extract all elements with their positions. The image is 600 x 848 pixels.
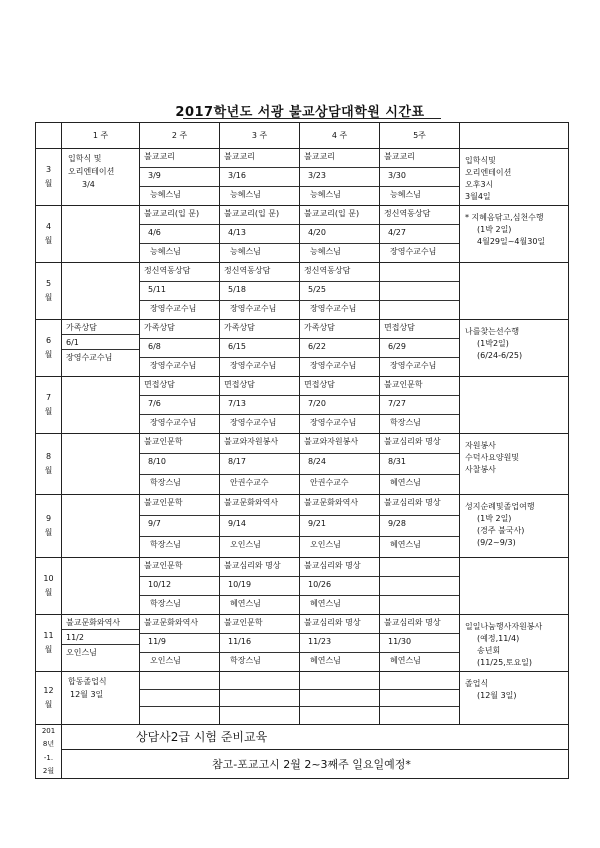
class-instructor: 장영수교수님 bbox=[310, 361, 357, 370]
class-subject: 불교심리와 명상 bbox=[300, 558, 379, 577]
class-date: 10/26 bbox=[300, 577, 379, 596]
week-2-cell bbox=[140, 615, 220, 672]
class-subject: 불교심리와 명상 bbox=[380, 434, 459, 454]
month-label-text: 월 bbox=[44, 528, 53, 537]
event-note: 송년회 bbox=[477, 646, 501, 655]
class-subject: 불교교리 bbox=[300, 149, 379, 168]
week-3-cell bbox=[220, 320, 300, 377]
week-1-entry: 12월 3일 bbox=[70, 689, 104, 699]
month-label-text: 월 bbox=[44, 179, 53, 188]
class-subject: 정신역동상담 bbox=[220, 263, 299, 282]
week-5-cell bbox=[380, 206, 460, 263]
event-note: 일일나눔행사자원봉사 bbox=[465, 622, 543, 631]
class-subject: 불교인문학 bbox=[140, 495, 219, 516]
class-date: 3/23 bbox=[300, 168, 379, 187]
class-instructor: 학장스님 bbox=[150, 477, 181, 487]
month-row bbox=[36, 320, 569, 377]
month-row bbox=[36, 263, 569, 320]
month-label bbox=[36, 495, 62, 558]
week-2-cell bbox=[140, 149, 220, 206]
footer-content bbox=[62, 725, 569, 779]
class-date: 11/16 bbox=[220, 634, 299, 653]
class-instructor: 안권수교수 bbox=[310, 477, 349, 487]
month-label bbox=[36, 149, 62, 206]
class-date: 10/12 bbox=[140, 577, 219, 596]
week-3-cell bbox=[220, 263, 300, 320]
month-label bbox=[36, 206, 62, 263]
week-2-cell bbox=[140, 495, 220, 558]
class-date: 11/30 bbox=[380, 634, 459, 653]
class-date: 3/9 bbox=[140, 168, 219, 187]
class-date bbox=[380, 690, 459, 708]
class-date: 5/18 bbox=[220, 282, 299, 301]
class-date: 8/10 bbox=[140, 454, 219, 474]
month-label bbox=[36, 615, 62, 672]
month-label-text: 4 bbox=[45, 222, 52, 232]
week-3-cell bbox=[220, 672, 300, 725]
class-instructor bbox=[300, 707, 379, 724]
class-instructor: 오인스님 bbox=[230, 540, 261, 549]
event-notes-cell bbox=[460, 377, 569, 434]
class-date: 8/17 bbox=[220, 454, 299, 474]
event-note: (1박2일) bbox=[477, 339, 509, 348]
week-1-entry: 합동졸업식 bbox=[68, 677, 107, 686]
footer-label-text: 2월 bbox=[42, 766, 55, 775]
week-5-cell bbox=[380, 263, 460, 320]
class-date: 3/16 bbox=[220, 168, 299, 187]
month-label-text: 9 bbox=[45, 514, 52, 524]
month-label-text: 월 bbox=[44, 293, 53, 302]
class-subject: 불교문화와역사 bbox=[220, 495, 299, 516]
class-instructor: 장영수교수님 bbox=[230, 361, 277, 370]
week-2-cell bbox=[140, 672, 220, 725]
class-subject: 불교교리 bbox=[380, 149, 459, 168]
class-subject bbox=[300, 672, 379, 690]
header-row bbox=[36, 123, 569, 149]
class-date: 7/13 bbox=[220, 396, 299, 415]
event-notes-cell bbox=[460, 558, 569, 615]
class-instructor bbox=[380, 301, 459, 319]
month-label-text: 10 bbox=[43, 574, 54, 584]
class-instructor: 혜연스님 bbox=[230, 599, 261, 608]
week-5-cell bbox=[380, 320, 460, 377]
month-label bbox=[36, 434, 62, 495]
week-5-cell bbox=[380, 149, 460, 206]
class-date: 7/20 bbox=[300, 396, 379, 415]
class-instructor: 능혜스님 bbox=[310, 190, 341, 199]
week-2-cell bbox=[140, 434, 220, 495]
class-instructor: 학장스님 bbox=[150, 540, 181, 549]
class-date bbox=[300, 690, 379, 708]
week-4-cell bbox=[300, 495, 380, 558]
event-note: (9/2~9/3) bbox=[477, 538, 516, 547]
class-instructor bbox=[140, 707, 219, 724]
footer-label-text: 8년 bbox=[42, 740, 55, 749]
month-row bbox=[36, 206, 569, 263]
class-instructor: 안권수교수 bbox=[230, 477, 269, 487]
week-1-cell bbox=[62, 615, 140, 672]
week-4-cell bbox=[300, 615, 380, 672]
week-4-cell bbox=[300, 672, 380, 725]
class-instructor: 능혜스님 bbox=[230, 247, 261, 256]
month-label-text: 월 bbox=[44, 350, 53, 359]
month-label-text: 7 bbox=[45, 393, 52, 403]
week-5-cell bbox=[380, 377, 460, 434]
week-4-cell bbox=[300, 149, 380, 206]
class-subject bbox=[380, 672, 459, 690]
month-label-text: 월 bbox=[44, 700, 53, 709]
class-date bbox=[140, 690, 219, 708]
week-3-cell bbox=[220, 206, 300, 263]
week-3-cell bbox=[220, 149, 300, 206]
class-date: 4/27 bbox=[380, 225, 459, 244]
class-subject: 불교심리와 명상 bbox=[220, 558, 299, 577]
week-1-entry: 6/1 bbox=[62, 335, 139, 350]
week-4-cell bbox=[300, 206, 380, 263]
footer-row bbox=[36, 725, 569, 779]
class-date: 4/6 bbox=[140, 225, 219, 244]
class-date: 11/23 bbox=[300, 634, 379, 653]
class-subject: 불교문화와역사 bbox=[140, 615, 219, 634]
week-1-entry: 3/4 bbox=[82, 179, 95, 189]
class-instructor: 장영수교수님 bbox=[230, 418, 277, 427]
class-subject: 불교교리(입 문) bbox=[300, 206, 379, 225]
class-instructor: 학장스님 bbox=[390, 418, 421, 427]
week-header: 4 주 bbox=[300, 123, 380, 149]
class-subject: 불교와자원봉사 bbox=[300, 434, 379, 454]
week-4-cell bbox=[300, 263, 380, 320]
class-subject: 불교교리 bbox=[220, 149, 299, 168]
class-date: 7/6 bbox=[140, 396, 219, 415]
class-subject: 면접상담 bbox=[140, 377, 219, 396]
event-note: 수덕사요양원및 bbox=[465, 453, 520, 462]
week-1-cell bbox=[62, 320, 140, 377]
event-notes-cell bbox=[460, 615, 569, 672]
event-note: 입학식및 bbox=[465, 156, 496, 165]
month-label-text: 5 bbox=[45, 279, 52, 289]
class-date: 4/20 bbox=[300, 225, 379, 244]
event-note: 3월4일 bbox=[465, 192, 491, 201]
event-notes-cell bbox=[460, 320, 569, 377]
week-header: 3 주 bbox=[220, 123, 300, 149]
month-row bbox=[36, 377, 569, 434]
footer-label bbox=[36, 725, 62, 779]
class-instructor: 장영수교수님 bbox=[390, 361, 437, 370]
class-instructor: 오인스님 bbox=[310, 540, 341, 549]
week-4-cell bbox=[300, 377, 380, 434]
class-subject: 면접상담 bbox=[220, 377, 299, 396]
class-subject bbox=[140, 672, 219, 690]
class-instructor: 장영수교수님 bbox=[150, 361, 197, 370]
week-1-cell bbox=[62, 558, 140, 615]
event-notes-cell bbox=[460, 206, 569, 263]
week-1-cell bbox=[62, 206, 140, 263]
class-subject: 불교교리(입 문) bbox=[220, 206, 299, 225]
header-corner bbox=[36, 123, 62, 149]
week-5-cell bbox=[380, 434, 460, 495]
week-1-entry: 오인스님 bbox=[66, 648, 97, 658]
week-1-cell bbox=[62, 495, 140, 558]
month-label-text: 8 bbox=[45, 452, 52, 462]
class-subject bbox=[220, 672, 299, 690]
month-row bbox=[36, 615, 569, 672]
week-2-cell bbox=[140, 377, 220, 434]
week-1-entry: 불교문화와역사 bbox=[62, 615, 139, 630]
class-instructor: 오인스님 bbox=[150, 656, 181, 665]
schedule-table bbox=[35, 122, 569, 779]
class-subject: 정신역동상담 bbox=[380, 206, 459, 225]
class-date: 9/21 bbox=[300, 516, 379, 537]
class-instructor: 장영수교수님 bbox=[310, 418, 357, 427]
title-underline bbox=[183, 118, 441, 119]
week-3-cell bbox=[220, 615, 300, 672]
class-subject bbox=[380, 263, 459, 282]
month-label-text: 6 bbox=[45, 336, 52, 346]
week-2-cell bbox=[140, 206, 220, 263]
week-1-cell bbox=[62, 672, 140, 725]
class-subject bbox=[380, 558, 459, 577]
week-1-entry: 장영수교수님 bbox=[66, 353, 113, 363]
class-subject: 가족상담 bbox=[140, 320, 219, 339]
event-note: * 지혜음닦고,심천수행 bbox=[465, 213, 544, 222]
event-note: 오리엔테이션 bbox=[465, 168, 512, 177]
week-1-cell bbox=[62, 149, 140, 206]
class-subject: 불교와자원봉사 bbox=[220, 434, 299, 454]
exam-note: 참고-포교고시 2월 2~3째주 일요일예정* bbox=[212, 757, 411, 771]
event-note: 사찰봉사 bbox=[465, 465, 496, 474]
month-label-text: 월 bbox=[44, 466, 53, 475]
event-notes-cell bbox=[460, 263, 569, 320]
event-notes-cell bbox=[460, 495, 569, 558]
class-date: 10/19 bbox=[220, 577, 299, 596]
class-instructor: 장영수교수님 bbox=[390, 247, 437, 256]
event-note: 오후3시 bbox=[465, 180, 494, 189]
class-instructor: 장영수교수님 bbox=[150, 304, 197, 313]
month-label-text: 월 bbox=[44, 588, 53, 597]
class-date: 6/22 bbox=[300, 339, 379, 358]
month-label-text: 월 bbox=[44, 236, 53, 245]
month-row bbox=[36, 495, 569, 558]
week-2-cell bbox=[140, 558, 220, 615]
event-note: 나를찾는선수행 bbox=[465, 327, 520, 336]
week-3-cell bbox=[220, 495, 300, 558]
class-subject: 불교심리와 명상 bbox=[380, 615, 459, 634]
week-4-cell bbox=[300, 558, 380, 615]
class-subject: 불교인문학 bbox=[140, 434, 219, 454]
event-note: (경주 불국사) bbox=[477, 526, 525, 535]
week-header: 1 주 bbox=[62, 123, 140, 149]
class-instructor: 학장스님 bbox=[150, 599, 181, 608]
week-3-cell bbox=[220, 434, 300, 495]
week-2-cell bbox=[140, 263, 220, 320]
week-1-entry: 오리엔테이션 bbox=[68, 166, 115, 176]
class-instructor bbox=[220, 707, 299, 724]
class-subject: 불교인문학 bbox=[220, 615, 299, 634]
class-instructor: 장영수교수님 bbox=[230, 304, 277, 313]
class-instructor: 능혜스님 bbox=[150, 247, 181, 256]
month-label-text: 월 bbox=[44, 645, 53, 654]
class-date: 9/28 bbox=[380, 516, 459, 537]
event-note: 자원봉사 bbox=[465, 441, 496, 450]
month-label bbox=[36, 377, 62, 434]
month-label-text: 12 bbox=[43, 686, 54, 696]
month-row bbox=[36, 672, 569, 725]
class-date: 7/27 bbox=[380, 396, 459, 415]
event-note: 성지순례및졸업여행 bbox=[465, 502, 535, 511]
page-title: 2017학년도 서광 불교상담대학원 시간표 bbox=[175, 105, 425, 120]
class-subject: 불교교리 bbox=[140, 149, 219, 168]
class-date: 6/29 bbox=[380, 339, 459, 358]
class-subject: 불교심리와 명상 bbox=[380, 495, 459, 516]
event-note: (12월 3일) bbox=[477, 691, 517, 700]
event-note: (예정,11/4) bbox=[477, 634, 520, 643]
exam-prep-title: 상담사2급 시험 준비교육 bbox=[62, 725, 568, 750]
class-instructor: 학장스님 bbox=[230, 656, 261, 665]
class-subject: 불교교리(입 문) bbox=[140, 206, 219, 225]
event-note: (11/25,토요일) bbox=[477, 658, 533, 667]
week-1-cell bbox=[62, 263, 140, 320]
class-date: 5/25 bbox=[300, 282, 379, 301]
month-label bbox=[36, 263, 62, 320]
class-subject: 면접상담 bbox=[380, 320, 459, 339]
class-instructor: 능혜스님 bbox=[390, 190, 421, 199]
week-4-cell bbox=[300, 434, 380, 495]
event-note: 4월29일~4월30일 bbox=[477, 237, 546, 246]
week-1-cell bbox=[62, 377, 140, 434]
event-note: (1박 2일) bbox=[477, 225, 512, 234]
class-instructor: 혜연스님 bbox=[390, 477, 421, 487]
class-subject: 불교문화와역사 bbox=[300, 495, 379, 516]
class-instructor: 능혜스님 bbox=[150, 190, 181, 199]
month-label-text: 11 bbox=[43, 631, 54, 641]
footer-label-text: 201 bbox=[41, 727, 56, 735]
class-subject: 불교인문학 bbox=[140, 558, 219, 577]
class-date: 9/7 bbox=[140, 516, 219, 537]
class-instructor: 혜연스님 bbox=[310, 656, 341, 665]
class-subject: 가족상담 bbox=[220, 320, 299, 339]
month-label bbox=[36, 558, 62, 615]
class-instructor bbox=[380, 596, 459, 614]
week-5-cell bbox=[380, 558, 460, 615]
event-note: 졸업식 bbox=[465, 679, 489, 688]
class-date bbox=[380, 282, 459, 301]
footer-label-text: -1. bbox=[43, 753, 54, 762]
week-1-entry: 11/2 bbox=[62, 630, 139, 645]
week-1-cell bbox=[62, 434, 140, 495]
event-notes-cell bbox=[460, 672, 569, 725]
class-date: 11/9 bbox=[140, 634, 219, 653]
month-label-text: 3 bbox=[45, 165, 52, 175]
event-note: (6/24-6/25) bbox=[477, 351, 523, 360]
week-5-cell bbox=[380, 672, 460, 725]
class-date: 6/8 bbox=[140, 339, 219, 358]
class-date bbox=[380, 577, 459, 596]
class-instructor: 능혜스님 bbox=[310, 247, 341, 256]
event-notes-cell bbox=[460, 149, 569, 206]
class-date: 6/15 bbox=[220, 339, 299, 358]
week-3-cell bbox=[220, 377, 300, 434]
week-2-cell bbox=[140, 320, 220, 377]
month-row bbox=[36, 558, 569, 615]
month-label bbox=[36, 320, 62, 377]
month-label-text: 월 bbox=[44, 407, 53, 416]
class-subject: 정신역동상담 bbox=[300, 263, 379, 282]
class-instructor: 혜연스님 bbox=[390, 656, 421, 665]
class-date: 8/31 bbox=[380, 454, 459, 474]
class-instructor: 혜연스님 bbox=[310, 599, 341, 608]
class-date bbox=[220, 690, 299, 708]
week-5-cell bbox=[380, 615, 460, 672]
week-5-cell bbox=[380, 495, 460, 558]
class-subject: 면접상담 bbox=[300, 377, 379, 396]
week-1-entry: 입학식 및 bbox=[68, 154, 102, 163]
week-1-entry: 가족상담 bbox=[62, 320, 139, 335]
week-header: 2 주 bbox=[140, 123, 220, 149]
month-row bbox=[36, 149, 569, 206]
event-note: (1박 2일) bbox=[477, 514, 512, 523]
month-label bbox=[36, 672, 62, 725]
class-subject: 불교심리와 명상 bbox=[300, 615, 379, 634]
class-date: 4/13 bbox=[220, 225, 299, 244]
week-4-cell bbox=[300, 320, 380, 377]
week-3-cell bbox=[220, 558, 300, 615]
class-instructor: 장영수교수님 bbox=[150, 418, 197, 427]
header-notes bbox=[460, 123, 569, 149]
class-instructor: 장영수교수님 bbox=[310, 304, 357, 313]
class-instructor: 능혜스님 bbox=[230, 190, 261, 199]
class-subject: 불교인문학 bbox=[380, 377, 459, 396]
class-subject: 가족상담 bbox=[300, 320, 379, 339]
class-date: 9/14 bbox=[220, 516, 299, 537]
class-subject: 정신역동상담 bbox=[140, 263, 219, 282]
month-row bbox=[36, 434, 569, 495]
class-instructor bbox=[380, 707, 459, 724]
class-date: 5/11 bbox=[140, 282, 219, 301]
class-date: 8/24 bbox=[300, 454, 379, 474]
week-header: 5주 bbox=[380, 123, 460, 149]
event-notes-cell bbox=[460, 434, 569, 495]
class-date: 3/30 bbox=[380, 168, 459, 187]
class-instructor: 혜연스님 bbox=[390, 540, 421, 549]
